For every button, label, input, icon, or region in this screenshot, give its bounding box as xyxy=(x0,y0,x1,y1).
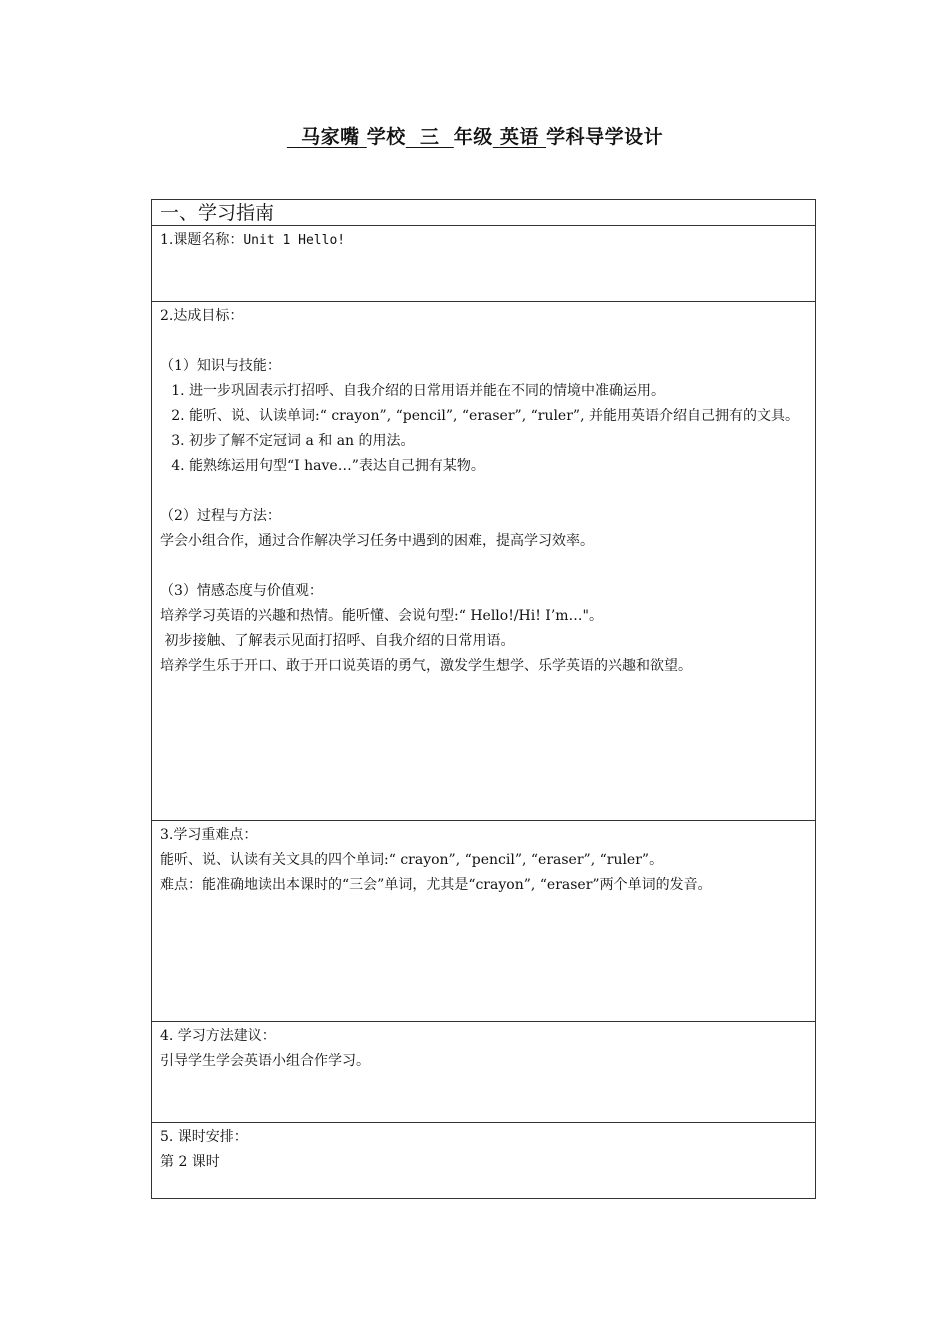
goals-cell xyxy=(152,302,816,821)
emotion-line: 培养学习英语的兴趣和热情。能听懂、会说句型:“ Hello!/Hi! I’m…"。 xyxy=(160,608,604,624)
keypoints-label: 3.学习重难点： xyxy=(160,827,258,843)
knowledge-item: 1. 进一步巩固表示打招呼、自我介绍的日常用语并能在不同的情境中准确运用。 xyxy=(189,379,807,404)
topic-label: 1.课题名称： xyxy=(160,232,244,248)
schedule-cell xyxy=(152,1123,816,1199)
keypoints-line: 难点：能准确地读出本课时的“三会”单词，尤其是“crayon”, “eraser”两个单词的发音。 xyxy=(160,877,712,893)
process-text: 学会小组合作，通过合作解决学习任务中遇到的困难，提高学习效率。 xyxy=(160,533,594,549)
topic-cell xyxy=(152,226,816,302)
title-subject-suffix: 学科导学设计 xyxy=(546,126,664,148)
title-subject-blank: 英语 xyxy=(499,126,539,148)
method-cell xyxy=(152,1022,816,1123)
knowledge-list xyxy=(160,379,807,479)
document-title xyxy=(0,122,950,149)
section-heading: 一、学习指南 xyxy=(152,200,816,226)
topic-value: Unit 1 Hello! xyxy=(243,233,346,248)
title-grade-blank: 三 xyxy=(420,126,440,148)
goals-label: 2.达成目标： xyxy=(160,308,244,324)
knowledge-item: 3. 初步了解不定冠词 a 和 an 的用法。 xyxy=(189,429,807,454)
knowledge-item: 4. 能熟练运用句型“I have…”表达自己拥有某物。 xyxy=(189,454,807,479)
study-guide-table xyxy=(151,199,816,1199)
keypoints-cell xyxy=(152,821,816,1022)
emotion-line: 初步接触、了解表示见面打招呼、自我介绍的日常用语。 xyxy=(160,633,515,649)
title-school-suffix: 学校 xyxy=(366,126,406,148)
knowledge-item: 2. 能听、说、认读单词:“ crayon”, “pencil”, “eraser”, “ruler”, 并能用英语介绍自己拥有的文具。 xyxy=(189,404,807,429)
title-grade-suffix: 年级 xyxy=(453,126,493,148)
schedule-text: 第 2 课时 xyxy=(160,1154,220,1170)
keypoints-line: 能听、说、认读有关文具的四个单词:“ crayon”, “pencil”, “eraser”, “ruler”。 xyxy=(160,852,664,868)
process-heading: （2）过程与方法： xyxy=(160,508,281,524)
knowledge-heading: （1）知识与技能： xyxy=(160,358,281,374)
method-text: 引导学生学会英语小组合作学习。 xyxy=(160,1053,370,1069)
emotion-line: 培养学生乐于开口、敢于开口说英语的勇气，激发学生想学、乐学英语的兴趣和欲望。 xyxy=(160,658,692,674)
method-label: 4. 学习方法建议： xyxy=(160,1028,276,1044)
emotion-heading: （3）情感态度与价值观： xyxy=(160,583,323,599)
schedule-label: 5. 课时安排： xyxy=(160,1129,248,1145)
title-school-blank: 马家嘴 xyxy=(301,126,360,148)
